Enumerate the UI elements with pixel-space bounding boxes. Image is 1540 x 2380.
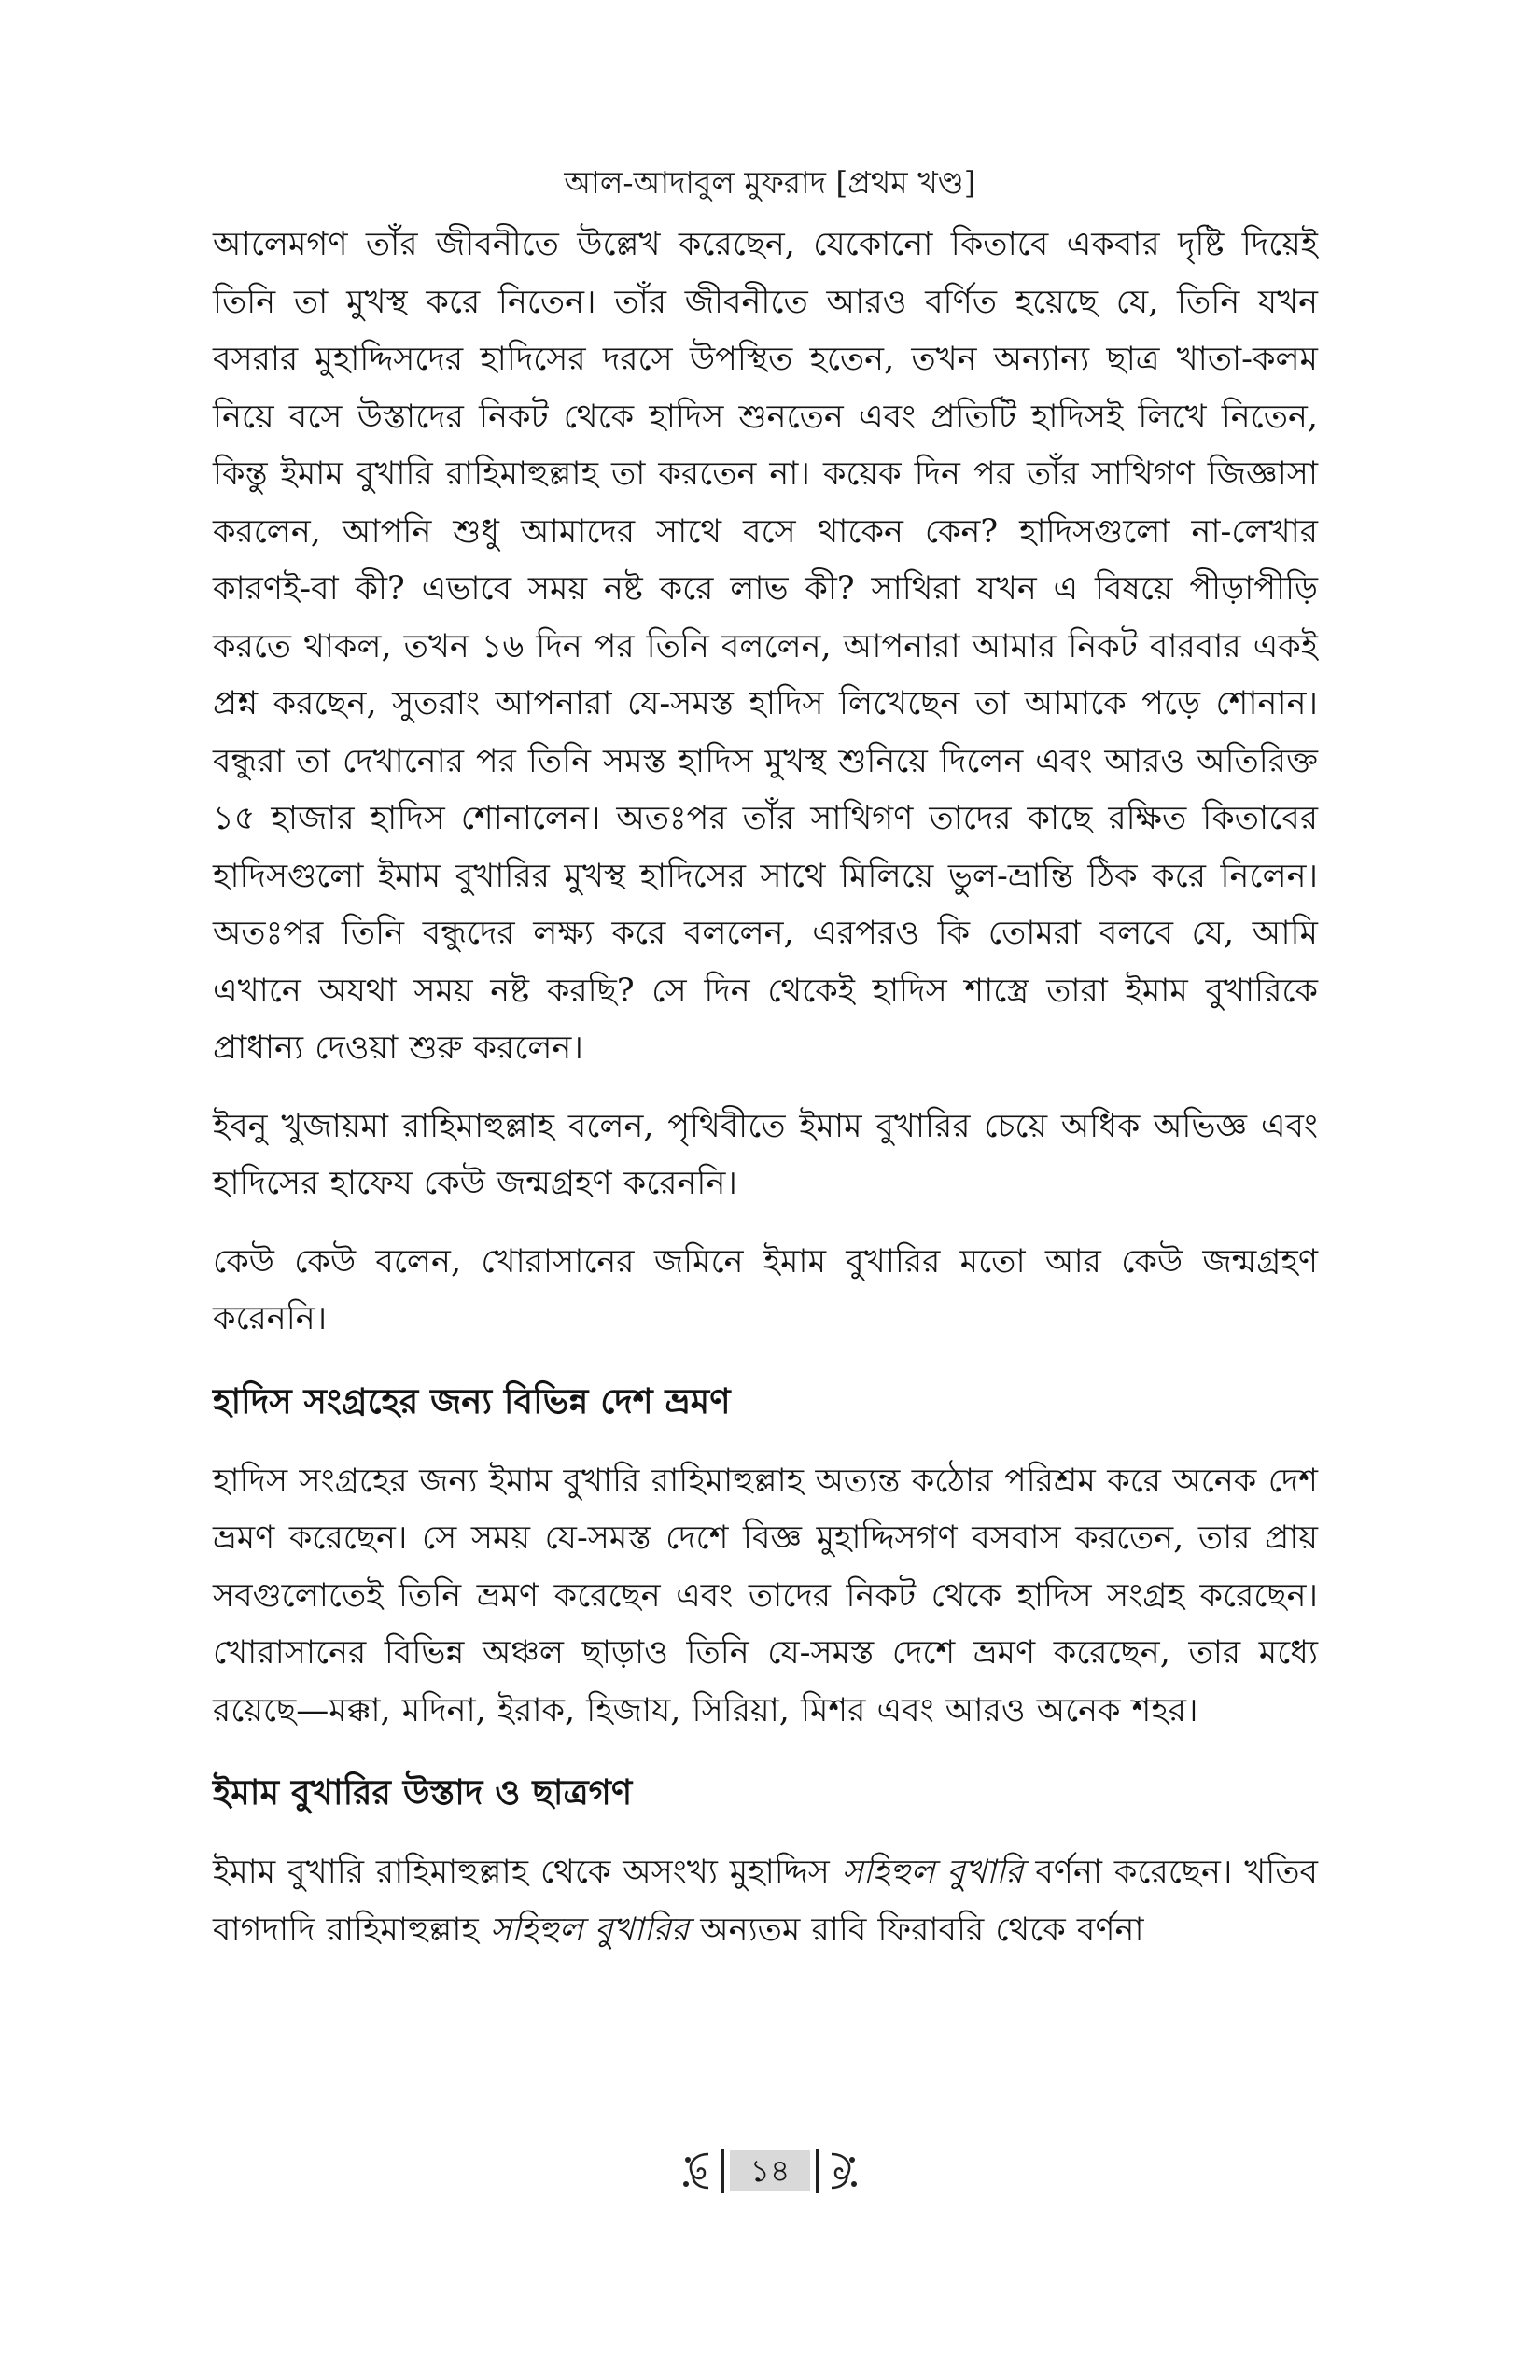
book-title-sahih: সহিহুল বুখারি	[841, 1854, 1024, 1891]
narrators-text-e: অন্যতম রাবি ফিরাবরি থেকে বর্ণনা	[689, 1911, 1144, 1949]
paragraph-ibn-khuzayma: ইবনু খুজায়মা রাহিমাহুল্লাহ বলেন, পৃথিবীতে ইমাম বুখারির চেয়ে অধিক অভিজ্ঞ এবং হাদিসের হাফেয কেউ জন্মগ্রহণ করেননি।	[213, 1107, 1318, 1202]
right-ornament-icon	[824, 2147, 861, 2195]
text-block	[213, 217, 1318, 1959]
page-footer	[0, 2147, 1540, 2195]
page-number: ১৪	[730, 2150, 810, 2191]
narrators-text-a: ইমাম বুখারি রাহিমাহুল্লাহ থেকে অসংখ্য মুহাদ্দিস	[213, 1854, 842, 1891]
paragraph-narrators	[213, 1844, 1318, 1959]
paragraph-khorasan: কেউ কেউ বলেন, খোরাসানের জমিনে ইমাম বুখারির মতো আর কেউ জন্মগ্রহণ করেননি।	[213, 1242, 1318, 1337]
paragraph-memorization: আলেমগণ তাঁর জীবনীতে উল্লেখ করেছেন, যেকোনো কিতাবে একবার দৃষ্টি দিয়েই তিনি তা মুখস্থ করে নিতেন। তাঁর জীবনীতে আরও বর্ণিত হয়েছে যে, তিনি যখন বসরার মুহাদ্দিসদের হাদিসের দরসে উপস্থিত হতেন, তখন অন্যান্য ছাত্র খাতা-কলম নিয়ে বসে উস্তাদের নিকট থেকে হাদিস শুনতেন এবং প্রতিটি হাদিসই লিখে নিতেন, কিন্তু ইমাম বুখারি রাহিমাহুল্লাহ তা করতেন না। কয়েক দিন পর তাঁর সাথিগণ জিজ্ঞাসা করলেন, আপনি শুধু আমাদের সাথে বসে থাকেন কেন? হাদিসগুলো না-লেখার কারণই-বা কী? এভাবে সময় নষ্ট করে লাভ কী? সাথিরা যখন এ বিষয়ে পীড়াপীড়ি করতে থাকল, তখন ১৬ দিন পর তিনি বললেন, আপনারা আমার নিকট বারবার একই প্রশ্ন করছেন, সুতরাং আপনারা যে-সমস্ত হাদিস লিখেছেন তা আমাকে পড়ে শোনান। বন্ধুরা তা দেখানোর পর তিনি সমস্ত হাদিস মুখস্থ শুনিয়ে দিলেন এবং আরও অতিরিক্ত ১৫ হাজার হাদিস শোনালেন। অতঃপর তাঁর সাথিগণ তাদের কাছে রক্ষিত কিতাবের হাদিসগুলো ইমাম বুখারির মুখস্থ হাদিসের সাথে মিলিয়ে ভুল-ভ্রান্তি ঠিক করে নিলেন। অতঃপর তিনি বন্ধুদের লক্ষ্য করে বললেন, এরপরও কি তোমরা বলবে যে, আমি এখানে অযথা সময় নষ্ট করছি? সে দিন থেকেই হাদিস শাস্ত্রে তারা ইমাম বুখারিকে প্রাধান্য দেওয়া শুরু করলেন।	[213, 226, 1318, 1067]
narrators-text-c: বর্ণনা করেছেন। খতিব বাগদাদি রাহিমাহুল্লাহ	[213, 1854, 1319, 1949]
right-divider	[816, 2149, 819, 2193]
left-divider	[721, 2149, 724, 2193]
section-heading-teachers-students: ইমাম বুখারির উস্তাদ ও ছাত্রগণ	[213, 1771, 633, 1813]
book-title-sahih-genitive: সহিহুল বুখারির	[489, 1911, 690, 1949]
running-header: আল-আদাবুল মুফরাদ [প্রথম খণ্ড]	[564, 164, 976, 201]
paragraph-travels: হাদিস সংগ্রহের জন্য ইমাম বুখারি রাহিমাহুল্লাহ অত্যন্ত কঠোর পরিশ্রম করে অনেক দেশ ভ্রমণ করেছেন। সে সময় যে-সমস্ত দেশে বিজ্ঞ মুহাদ্দিসগণ বসবাস করতেন, তার প্রায় সবগুলোতেই তিনি ভ্রমণ করেছেন এবং তাদের নিকট থেকে হাদিস সংগ্রহ করেছেন। খোরাসানের বিভিন্ন অঞ্চল ছাড়াও তিনি যে-সমস্ত দেশে ভ্রমণ করেছেন, তার মধ্যে রয়েছে—মক্কা, মদিনা, ইরাক, হিজায, সিরিয়া, মিশর এবং আরও অনেক শহর।	[213, 1462, 1318, 1729]
section-heading-travels: হাদিস সংগ্রহের জন্য বিভিন্ন দেশ ভ্রমণ	[213, 1379, 731, 1421]
left-ornament-icon	[679, 2147, 716, 2195]
